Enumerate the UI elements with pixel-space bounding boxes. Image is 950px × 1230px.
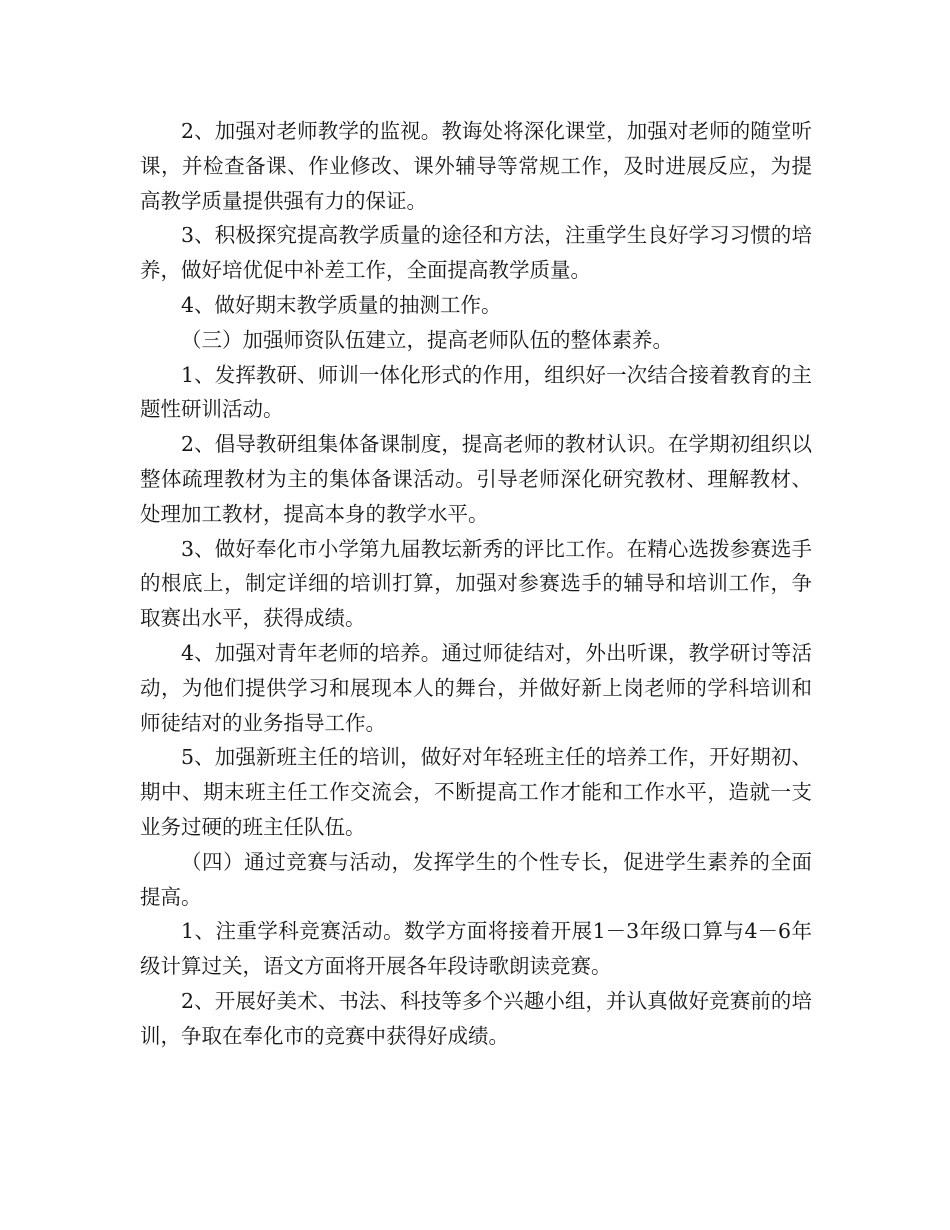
document-body	[140, 114, 812, 1054]
paragraph-supervise-teaching: 2、加强对老师教学的监视。教诲处将深化课堂，加强对老师的随堂听课，并检查备课、作业修改、课外辅导等常规工作，及时进展反应，为提高教学质量提供强有力的保证。	[140, 119, 812, 213]
paragraph-class-teacher-training: 5、加强新班主任的培训，做好对年轻班主任的培养工作，开好期初、期中、期末班主任工作交流会，不断提高工作才能和工作水平，造就一支业务过硬的班主任队伍。	[140, 745, 812, 839]
section-heading-teacher-team: （三）加强师资队伍建立，提高老师队伍的整体素养。	[181, 327, 673, 352]
paragraph-collective-lesson-prep: 2、倡导教研组集体备课制度，提高老师的教材认识。在学期初组织以整体疏理教材为主的集体备课活动。引导老师深化研究教材、理解教材、处理加工教材，提高本身的教学水平。	[140, 432, 812, 526]
paragraph-interest-groups: 2、开展好美术、书法、科技等多个兴趣小组，并认真做好竞赛前的培训，争取在奉化市的竞赛中获得好成绩。	[140, 988, 812, 1048]
paragraph-teaching-star-selection: 3、做好奉化市小学第九届教坛新秀的评比工作。在精心选拨参赛选手的根底上，制定详细的培训打算，加强对参赛选手的辅导和培训工作，争取赛出水平，获得成绩。	[140, 536, 812, 631]
paragraph-research-training: 1、发挥教研、师训一体化形式的作用，组织好一次结合接着教育的主题性研训活动。	[140, 362, 812, 422]
paragraph-young-teacher-training: 4、加强对青年老师的培养。通过师徒结对，外出听课，教学研讨等活动，为他们提供学习和展现本人的舞台，并做好新上岗老师的学科培训和师徒结对的业务指导工作。	[140, 640, 812, 735]
paragraph-explore-methods: 3、积极探究提高教学质量的途径和方法，注重学生良好学习习惯的培养，做好培优促中补差工作，全面提高教学质量。	[140, 223, 812, 283]
paragraph-subject-competitions: 1、注重学科竞赛活动。数学方面将接着开展1－3年级口算与4－6年级计算过关，语文方面将开展各年段诗歌朗读竞赛。	[140, 919, 812, 979]
paragraph-final-exam-sampling: 4、做好期末教学质量的抽测工作。	[181, 292, 502, 317]
section-heading-competitions: （四）通过竞赛与活动，发挥学生的个性专长，促进学生素养的全面提高。	[140, 849, 812, 909]
